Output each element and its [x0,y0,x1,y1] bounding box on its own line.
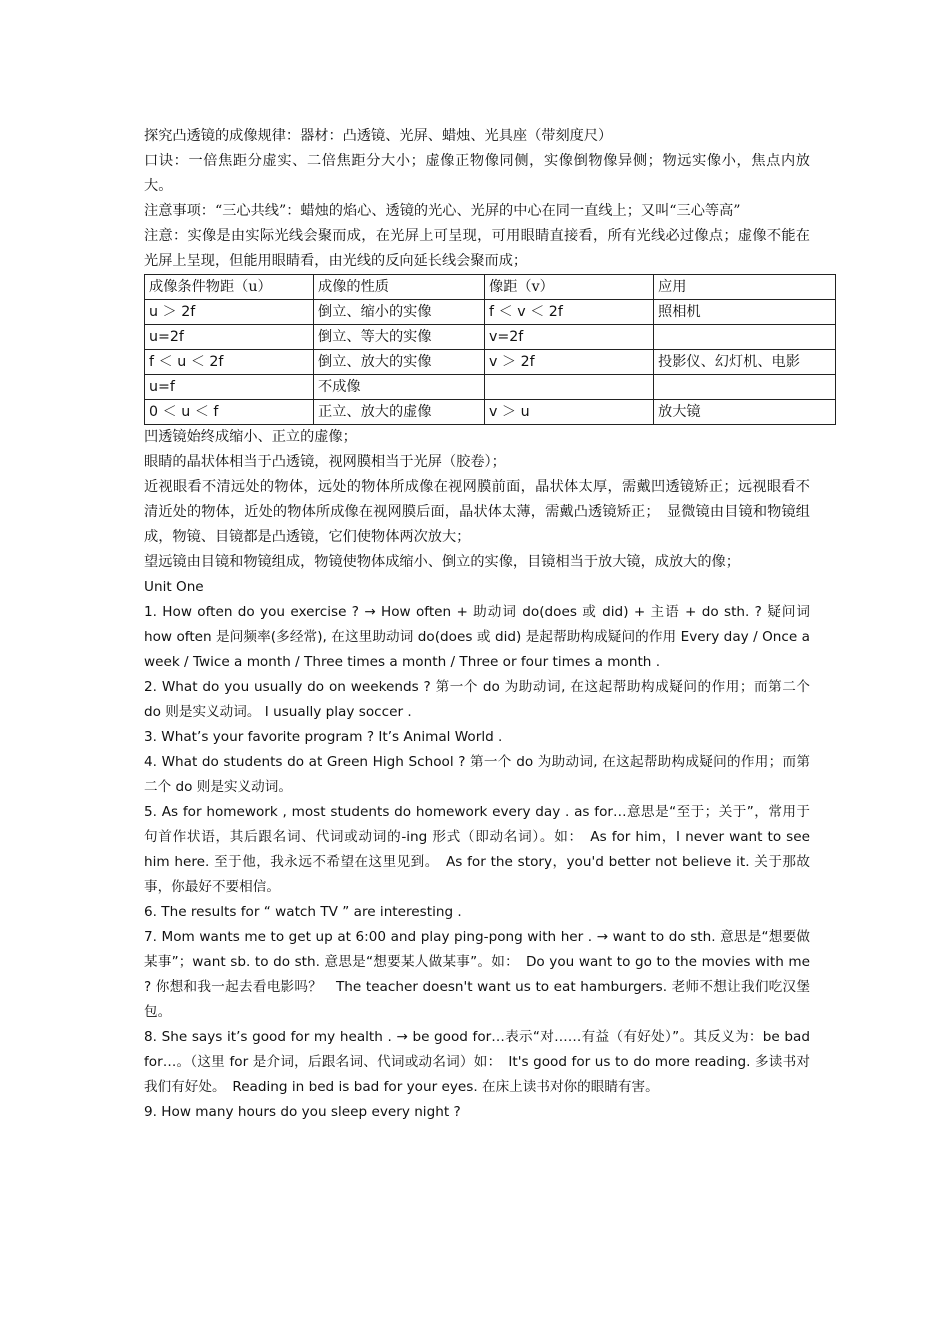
table-cell: f ＜ u ＜ 2f [145,350,314,375]
table-cell: v=2f [485,325,654,350]
unit-title: Unit One [144,579,204,595]
table-cell [654,325,836,350]
table-cell: u=2f [145,325,314,350]
table-cell: 0 ＜ u ＜ f [145,400,314,425]
table-cell: u ＞ 2f [145,300,314,325]
note-line-3: 近视眼看不清远处的物体，远处的物体所成像在视网膜前面，晶状体太厚，需戴凹透镜矫正；远视眼看不清近处的物体，近处的物体所成像在视网膜后面，晶状体太薄，需戴凸透镜矫正； 显微镜由目镜和物镜组成，物镜、目镜都是凸透镜，它们使物体两次放大； [144,479,810,545]
table-header-cell: 成像条件物距（u） [145,275,314,300]
note-line-4: 望远镜由目镜和物镜组成，物镜使物体成缩小、倒立的实像，目镜相当于放大镜，成放大的像； [144,554,740,570]
unit-item-6: 6. The results for “ watch TV ” are interesting . [144,904,462,920]
unit-item-1: 1. How often do you exercise ? → How often + 助动词 do(does 或 did) + 主语 + do sth. ? 疑问词 how often 是问频率(多经常), 在这里助动词 do(does 或 did) 是起帮助构成疑问的作用 Every day / Once a week / Twice a month / Three times a month / Three or four times a month . [144,604,810,670]
table-cell: u=f [145,375,314,400]
table-header-cell: 应用 [654,275,836,300]
unit-item-7: 7. Mom wants me to get up at 6:00 and play ping-pong with her . → want to do sth. 意思是“想要做某事”；want sb. to do sth. 意思是“想要某人做某事”。如： Do you want to go to the movies with me ? 你想和我一起去看电影吗？ The teacher doesn't want us to eat hamburgers. 老师不想让我们吃汉堡包。 [144,929,810,1020]
table-cell: f ＜ v ＜ 2f [485,300,654,325]
note-line-2: 眼睛的晶状体相当于凸透镜，视网膜相当于光屏（胶卷）； [144,454,506,470]
table-row [145,300,836,325]
unit-item-4: 4. What do students do at Green High School ? 第一个 do 为助动词, 在这起帮助构成疑问的作用；而第二个 do 则是实义动词。 [144,754,810,795]
intro-line-1: 探究凸透镜的成像规律：器材：凸透镜、光屏、蜡烛、光具座（带刻度尺） [144,128,613,144]
table-cell: 投影仪、幻灯机、电影 [654,350,836,375]
table-row [145,350,836,375]
table-cell: v ＞ 2f [485,350,654,375]
table-row [145,400,836,425]
table-cell: 放大镜 [654,400,836,425]
table-row [145,375,836,400]
unit-item-3: 3. What’s your favorite program ? It’s Animal World . [144,729,503,745]
document-page [144,124,810,1125]
table-cell [654,375,836,400]
intro-line-3: 注意事项：“三心共线”：蜡烛的焰心、透镜的光心、光屏的中心在同一直线上；又叫“三心等高” [144,203,741,219]
unit-item-5: 5. As for homework , most students do homework every day . as for…意思是“至于；关于”，常用于句首作状语，其后跟名词、代词或动词的-ing 形式（即动名词）。如： As for him，I never want to see him here. 至于他，我永远不希望在这里见到。 As for the story，you'd better not believe it. 关于那故事，你最好不要相信。 [144,804,810,895]
table-row [145,325,836,350]
table-header-cell: 像距（v） [485,275,654,300]
table-header-row [145,275,836,300]
table-header-cell: 成像的性质 [314,275,485,300]
unit-item-9: 9. How many hours do you sleep every night ? [144,1104,461,1120]
table-cell: 倒立、缩小的实像 [314,300,485,325]
table-cell: 不成像 [314,375,485,400]
table-cell [485,375,654,400]
unit-item-8: 8. She says it’s good for my health . → be good for…表示“对……有益（有好处）”。其反义为：be bad for…。（这里 for 是介词，后跟名词、代词或动名词）如： It's good for us to do more reading. 多读书对我们有好处。 Reading in bed is bad for your eyes. 在床上读书对你的眼睛有害。 [144,1029,810,1095]
lens-imaging-table [144,274,836,425]
note-line-1: 凹透镜始终成缩小、正立的虚像； [144,429,357,445]
table-cell: 正立、放大的虚像 [314,400,485,425]
table-cell: 倒立、放大的实像 [314,350,485,375]
intro-line-2: 口诀：一倍焦距分虚实、二倍焦距分大小；虚像正物像同侧，实像倒物像异侧；物远实像小，焦点内放大。 [144,153,810,194]
table-cell: v ＞ u [485,400,654,425]
unit-item-2: 2. What do you usually do on weekends ? 第一个 do 为助动词, 在这起帮助构成疑问的作用；而第二个 do 则是实义动词。 I usually play soccer . [144,679,810,720]
table-cell: 倒立、等大的实像 [314,325,485,350]
table-cell: 照相机 [654,300,836,325]
intro-line-4: 注意：实像是由实际光线会聚而成，在光屏上可呈现，可用眼睛直接看，所有光线必过像点；虚像不能在光屏上呈现，但能用眼睛看，由光线的反向延长线会聚而成； [144,228,810,269]
